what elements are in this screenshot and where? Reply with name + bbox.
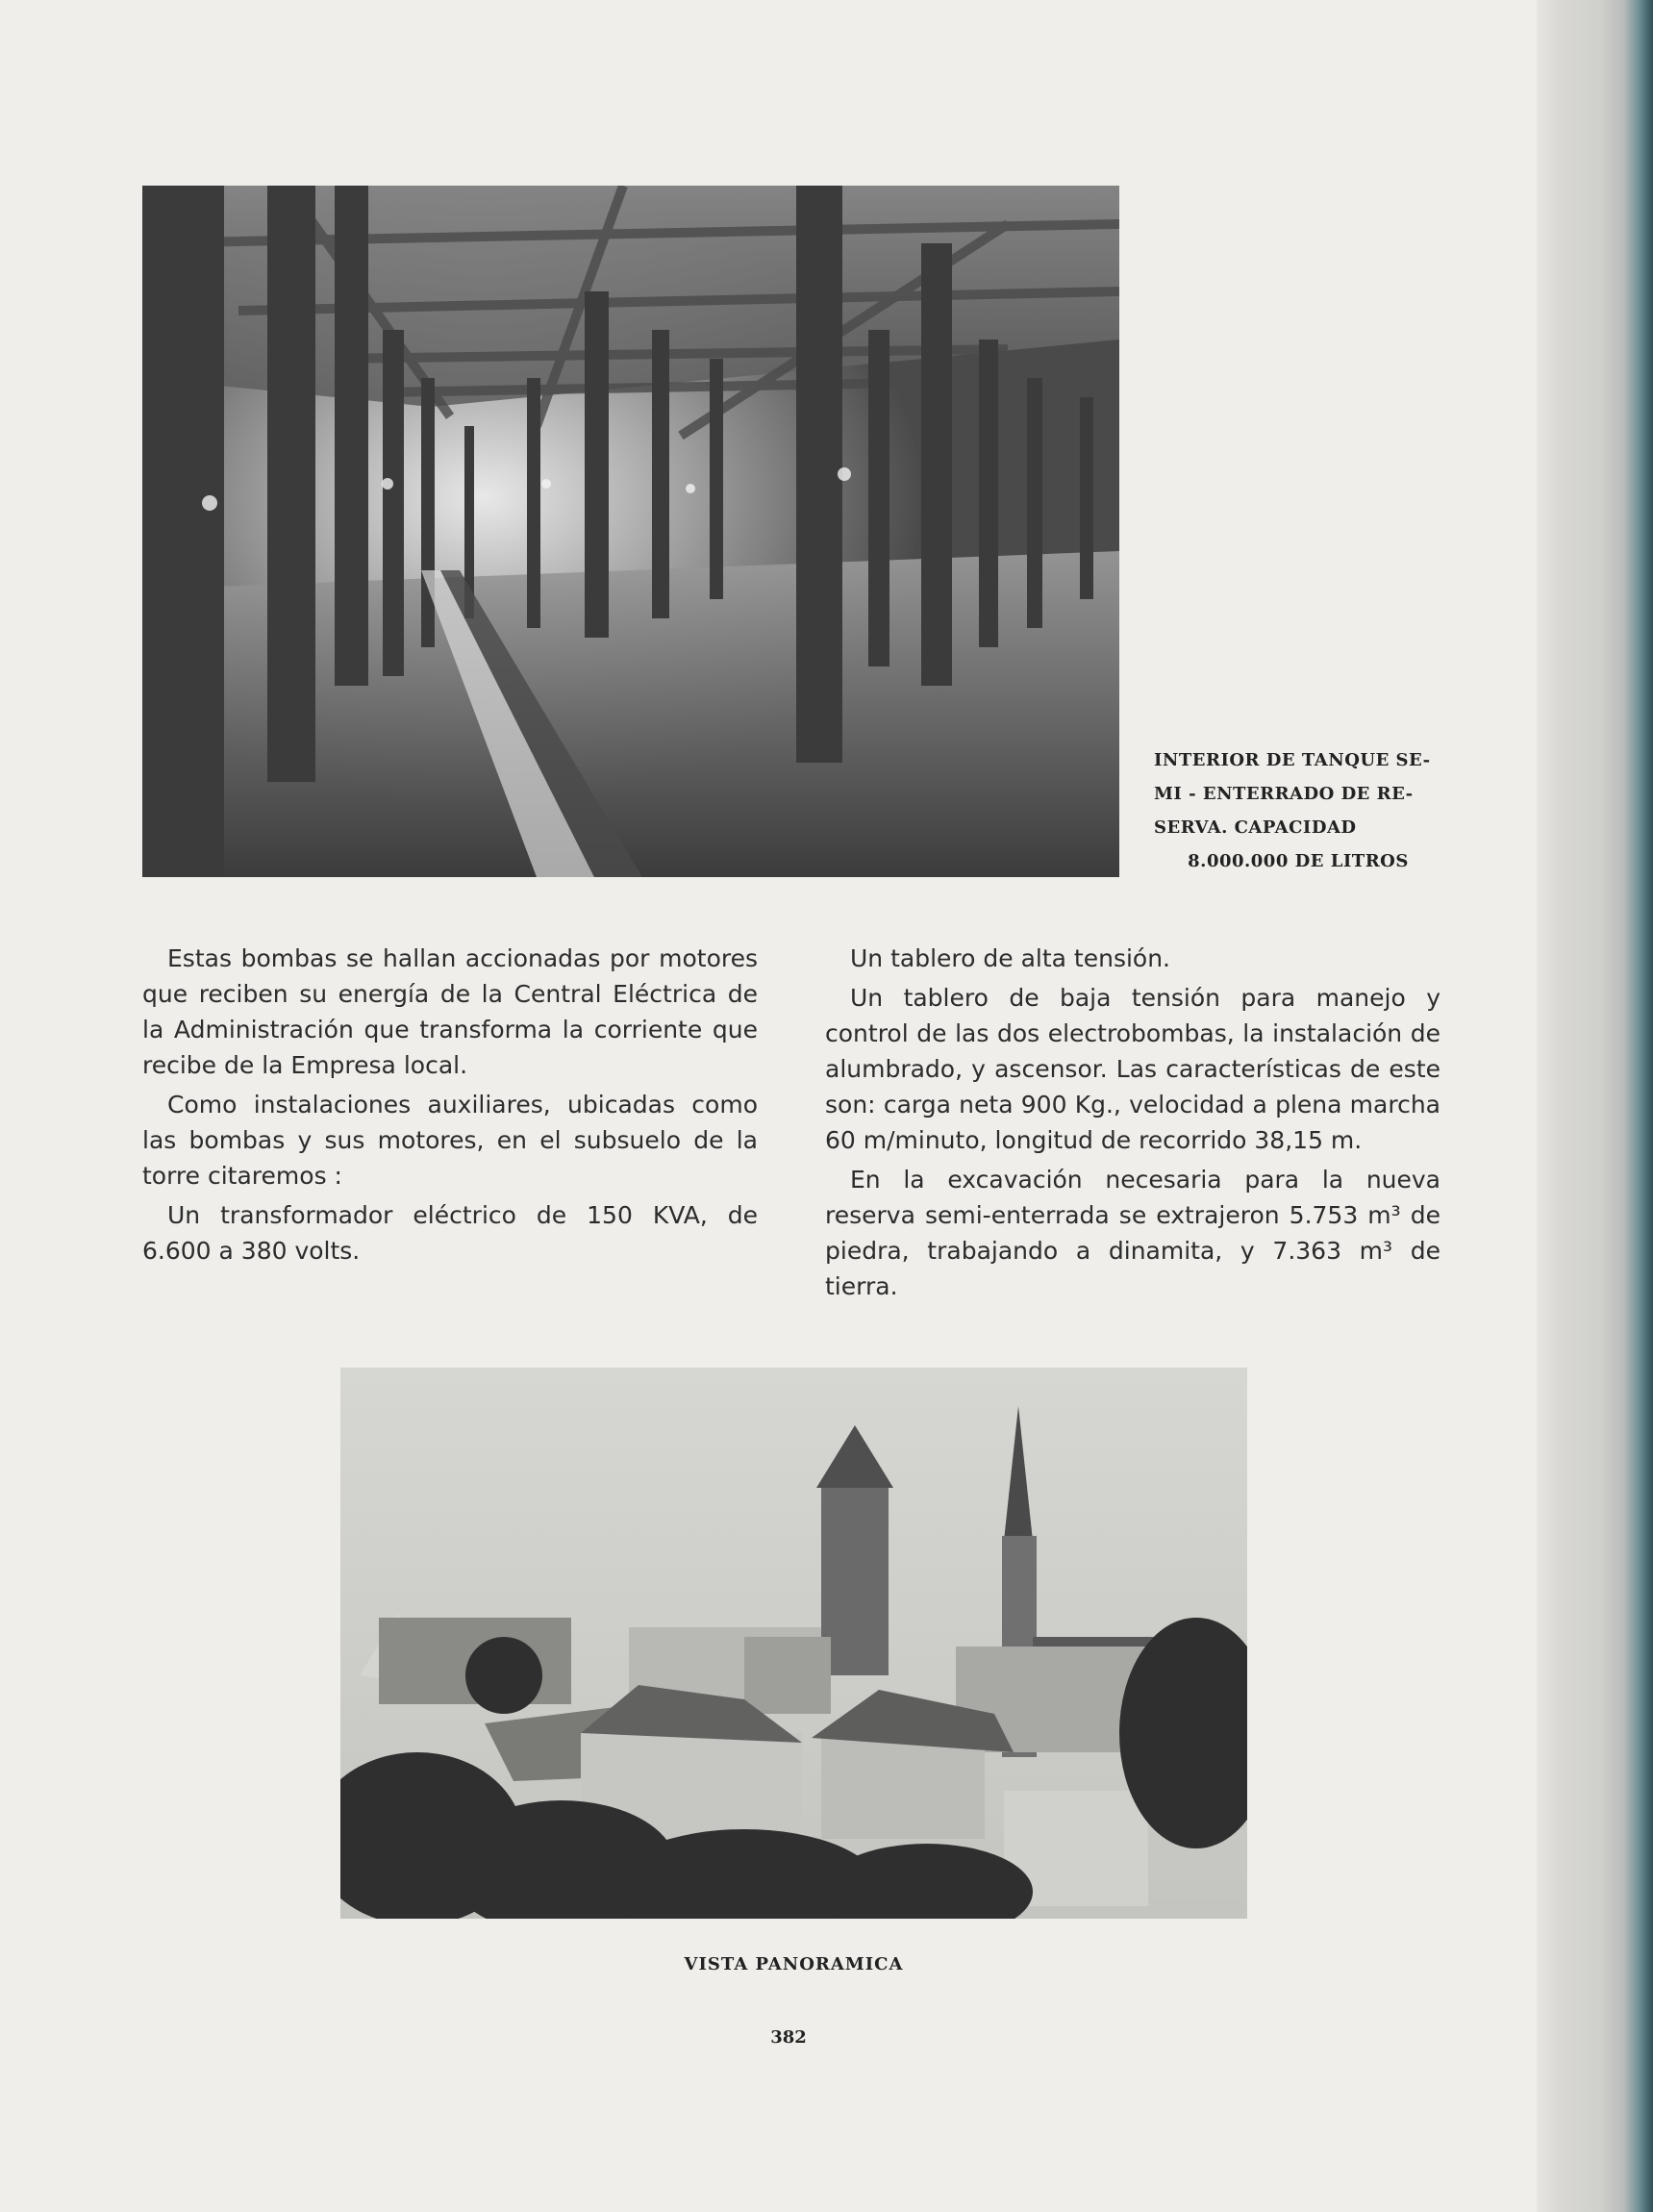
paragraph: Un tablero de baja tensión para manejo y control de las dos electrobombas, la instalación de alumbrado, y ascensor. Las características de este son: carga neta 900 Kg., velocidad a plena marcha 60 m/minuto, longitud de recorrido 38,15 m. <box>825 984 1440 1154</box>
caption-line: SERVA. CAPACIDAD <box>1154 817 1357 838</box>
text-column-right <box>825 941 1440 1308</box>
paragraph: Estas bombas se hallan accionadas por motores que reciben su energía de la Central Eléctrica de la Administración que transforma la corriente que recibe de la Empresa local. <box>142 944 758 1079</box>
paragraph: Un transformador eléctrico de 150 KVA, de 6.600 a 380 volts. <box>142 1201 758 1265</box>
panoramic-view-photo <box>340 1368 1247 1919</box>
caption-line: INTERIOR DE TANQUE SE- <box>1154 750 1431 770</box>
paragraph: Un tablero de alta tensión. <box>850 944 1170 972</box>
tank-photo-caption <box>1154 743 1442 878</box>
panorama-caption: VISTA PANORAMICA <box>684 1954 904 1974</box>
caption-line: 8.000.000 DE LITROS <box>1188 851 1409 871</box>
text-column-left <box>142 941 758 1272</box>
paragraph: Como instalaciones auxiliares, ubicadas como las bombas y sus motores, en el subsuelo de la torre citaremos : <box>142 1091 758 1190</box>
caption-line: MI - ENTERRADO DE RE- <box>1154 784 1414 804</box>
paragraph: En la excavación necesaria para la nueva reserva semi-enterrada se extrajeron 5.753 m³ de piedra, trabajando a dinamita, y 7.363 m³ de tierra. <box>825 1166 1440 1300</box>
tank-interior-photo <box>142 186 1119 877</box>
book-page-edge <box>1537 0 1653 2212</box>
page-number: 382 <box>770 2027 807 2048</box>
